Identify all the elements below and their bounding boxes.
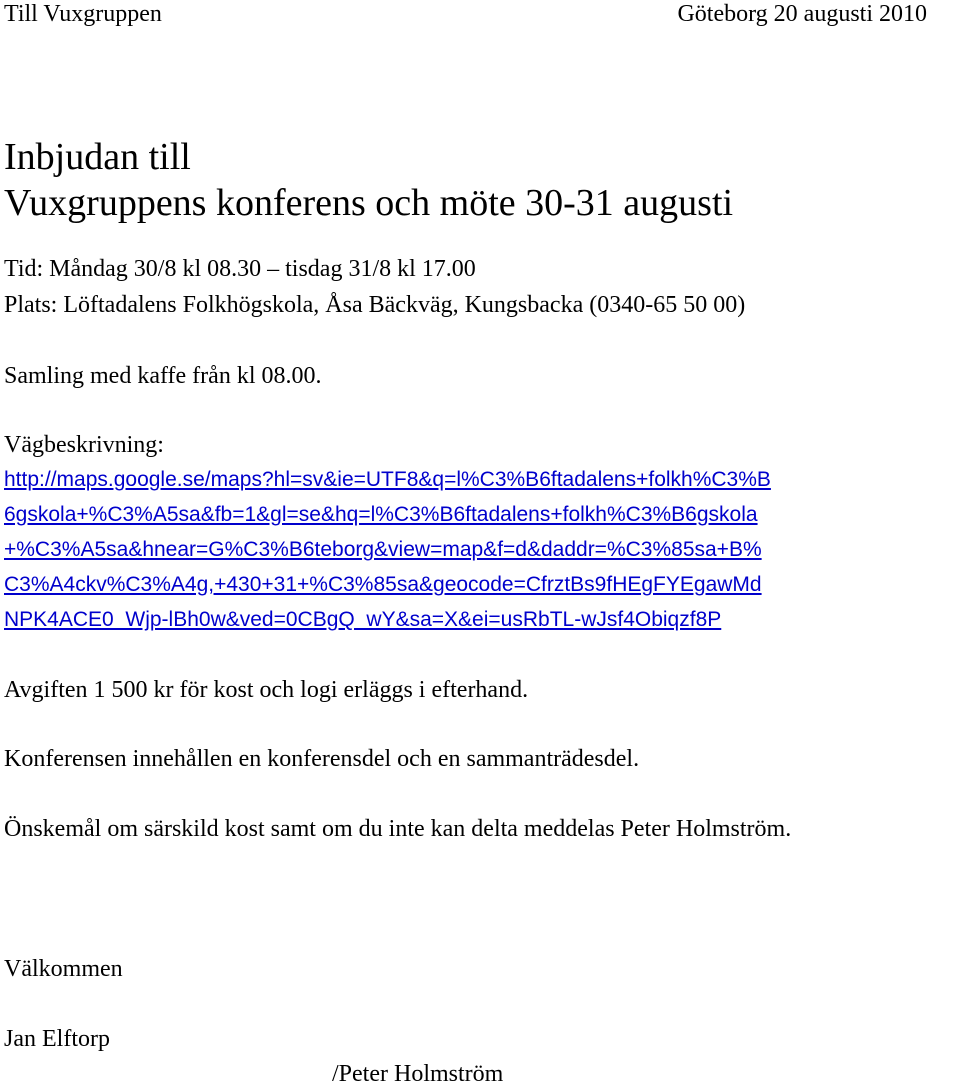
header-recipient: Till Vuxgruppen [4, 1, 162, 27]
directions-label: Vägbeskrivning: [4, 432, 164, 458]
place-line: Plats: Löftadalens Folkhögskola, Åsa Bäckväg, Kungsbacka (0340-65 50 00) [4, 292, 746, 318]
signer-2: /Peter Holmström [332, 1061, 504, 1087]
directions-link-line[interactable]: NPK4ACE0_Wjp-lBh0w&ved=0CBgQ_wY&sa=X&ei=usRbTL-wJsf4Obiqzf8P [4, 608, 722, 631]
directions-link-line[interactable]: C3%A4ckv%C3%A4g,+430+31+%C3%85sa&geocode=CfrztBs9fHEgFYEgawMd [4, 573, 762, 596]
header-date: Göteborg 20 augusti 2010 [677, 1, 927, 27]
directions-link[interactable] [4, 462, 771, 637]
directions-link-line[interactable]: 6gskola+%C3%A5sa&fb=1&gl=se&hq=l%C3%B6ftadalens+folkh%C3%B6gskola [4, 503, 758, 526]
directions-link-line[interactable]: http://maps.google.se/maps?hl=sv&ie=UTF8&q=l%C3%B6ftadalens+folkh%C3%B [4, 468, 771, 491]
time-line: Tid: Måndag 30/8 kl 08.30 – tisdag 31/8 kl 17.00 [4, 256, 476, 282]
content-line: Konferensen innehållen en konferensdel och en sammanträdesdel. [4, 746, 640, 772]
directions-link-line[interactable]: +%C3%A5sa&hnear=G%C3%B6teborg&view=map&f=d&daddr=%C3%85sa+B% [4, 538, 762, 561]
document-title-line1: Inbjudan till [4, 136, 191, 178]
document-title-line2: Vuxgruppens konferens och möte 30-31 augusti [4, 182, 734, 224]
welcome-line: Välkommen [4, 956, 123, 982]
coffee-line: Samling med kaffe från kl 08.00. [4, 363, 322, 389]
diet-line: Önskemål om särskild kost samt om du inte kan delta meddelas Peter Holmström. [4, 816, 792, 842]
signer-1: Jan Elftorp [4, 1026, 110, 1052]
fee-line: Avgiften 1 500 kr för kost och logi erläggs i efterhand. [4, 677, 529, 703]
